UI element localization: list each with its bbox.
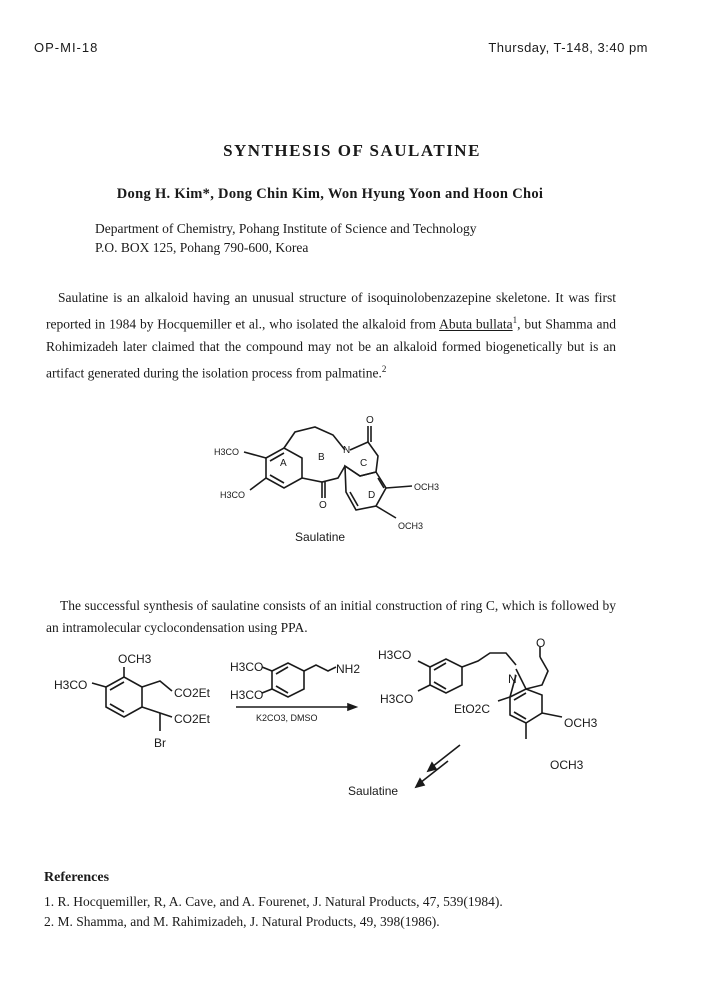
saulatine-caption: Saulatine [295,530,346,544]
reagent1-bromine: Br [154,736,166,750]
reagent1-methoxy-2: H3CO [54,678,88,692]
reaction-conditions: K2CO3, DMSO [256,713,318,723]
final-product-label: Saulatine [348,784,399,798]
nitrogen-label: N [343,445,351,456]
reference-1: 1. R. Hocquemiller, R, A. Cave, and A. Fourenet, J. Natural Products, 47, 539(1984). [44,894,503,909]
product-nitrogen: N [508,672,517,686]
species-name: Abuta bullata [439,316,513,332]
intro-text-1: Saulatine is an alkaloid having an unusual structure of isoquinolobenzazepine skeletone. It was first reported in 1984 by Hocquemiller et al., who isolated the alkaloid from [46,290,616,332]
product-carbonyl-oxygen: O [536,636,546,650]
methoxy-label-3: OCH3 [414,482,440,492]
methoxy-label-4: OCH3 [398,521,424,531]
reagent1-ester-2: CO2Et [174,712,211,726]
ring-label-d: D [368,490,376,501]
citation-2: 2 [381,363,387,374]
carbonyl-oxygen-1: O [366,415,374,426]
references-heading: References [44,870,110,885]
reagent2-amine: NH2 [336,662,361,676]
product-methoxy-3: OCH3 [564,716,598,730]
affiliation-line-2: P.O. BOX 125, Pohang 790-600, Korea [95,240,309,255]
paper-title: SYNTHESIS OF SAULATINE [223,141,481,160]
affiliation-line-1: Department of Chemistry, Pohang Institute of Science and Technology [95,221,477,236]
reaction-scheme [50,636,650,805]
synthesis-paragraph: The successful synthesis of saulatine consists of an initial construction of ring C, which is followed by an intramolecular cyclocondensation using PPA. [46,598,616,635]
reagent1-methoxy: OCH3 [118,652,152,666]
citation-1: 1 [512,315,518,325]
product-methoxy-1: H3CO [378,648,412,662]
ring-label-b: B [318,452,325,463]
session-schedule: Thursday, T-148, 3:40 pm [488,40,648,55]
reagent1-ester-1: CO2Et [174,686,211,700]
product-ester: EtO2C [454,702,491,716]
product-methoxy-4: OCH3 [550,758,584,772]
product-methoxy-2: H3CO [380,692,414,706]
intro-paragraph [46,287,616,384]
reagent2-methoxy-1: H3CO [230,660,264,674]
reagent2-methoxy-2: H3CO [230,688,264,702]
carbonyl-oxygen-2: O [319,500,327,511]
saulatine-structure [200,410,460,550]
ring-label-c: C [360,458,368,469]
author-list: Dong H. Kim*, Dong Chin Kim, Won Hyung Yoon and Hoon Choi [116,186,544,202]
reference-2: 2. M. Shamma, and M. Rahimizadeh, J. Natural Products, 49, 398(1986). [44,914,440,929]
ring-label-a: A [280,458,287,469]
methoxy-label-2: H3CO [220,490,246,500]
session-code: OP-MI-18 [34,40,99,55]
methoxy-label-1: H3CO [214,447,240,457]
intro-text-2: , but Shamma and Rohimizadeh later claimed that the compound may not be an alkaloid formed biogenetically but is an artifact generated during the isolation process from palmatine. [46,316,616,380]
